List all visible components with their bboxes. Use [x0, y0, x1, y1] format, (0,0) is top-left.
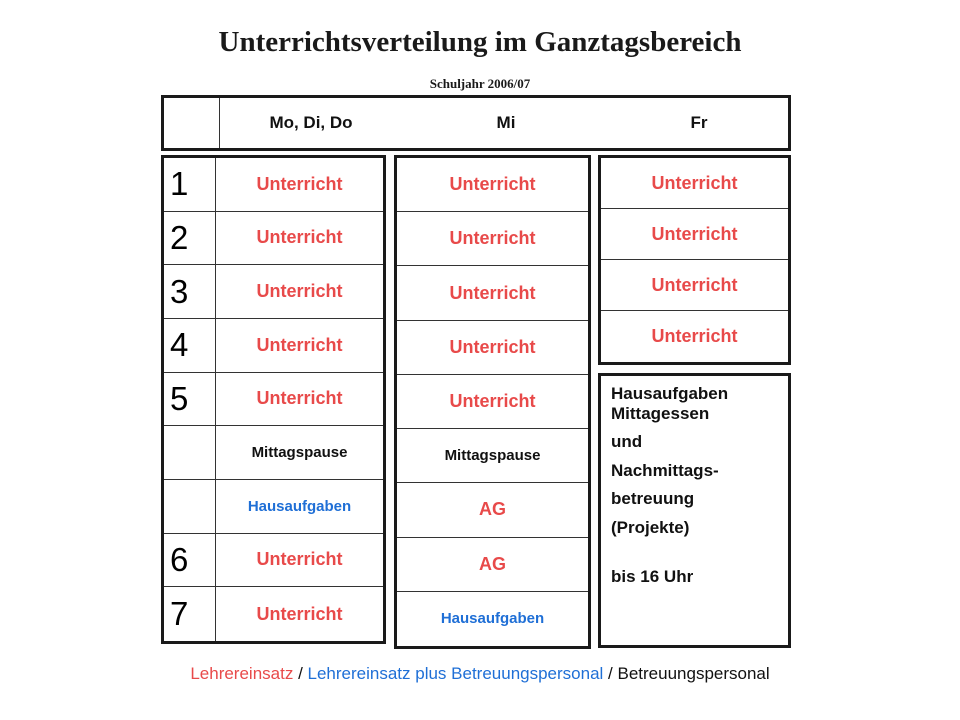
schedule-cell: Unterricht	[256, 334, 343, 355]
schedule-cell: AG	[479, 553, 506, 574]
legend-staff: Betreuungspersonal	[617, 664, 770, 683]
table-row	[164, 480, 383, 534]
schedule-cell: Unterricht	[256, 173, 343, 194]
header-fr: Fr	[690, 113, 708, 132]
table-row	[397, 321, 588, 375]
header-mon-di-do: Mo, Di, Do	[269, 113, 353, 132]
schedule-cell: Unterricht	[651, 274, 738, 295]
table-row	[397, 429, 588, 483]
day-header	[161, 95, 791, 151]
table-row	[164, 534, 383, 588]
fr-note-projekte: (Projekte)	[611, 517, 690, 537]
legend-separator: /	[603, 664, 618, 683]
table-row	[397, 266, 588, 320]
period-number: 5	[164, 373, 216, 426]
schedule-mi	[394, 155, 591, 649]
table-row	[397, 212, 588, 266]
schedule-cell: Mittagspause	[251, 444, 348, 462]
header-blank	[164, 98, 220, 148]
schedule-cell: Mittagspause	[444, 447, 541, 465]
schedule-cell: Unterricht	[449, 390, 536, 411]
table-row	[397, 538, 588, 592]
page-title: Unterrichtsverteilung im Ganztagsbereich	[218, 26, 742, 58]
fr-note-mittagessen: Mittagessen	[611, 403, 710, 423]
period-number: 3	[164, 265, 216, 318]
table-row	[397, 592, 588, 646]
schedule-cell: Unterricht	[449, 282, 536, 303]
fr-note-hausaufgaben: Hausaufgaben	[611, 384, 729, 403]
schedule-cell: Unterricht	[256, 388, 343, 409]
legend-teacher: Lehrereinsatz	[190, 664, 294, 683]
schedule-cell: Unterricht	[256, 281, 343, 302]
period-number: 2	[164, 212, 216, 265]
header-mi: Mi	[496, 113, 516, 132]
table-row	[397, 375, 588, 429]
fr-notes	[601, 376, 788, 587]
legend	[0, 664, 960, 684]
table-row	[164, 319, 383, 373]
school-year: Schuljahr 2006/07	[429, 76, 531, 91]
schedule-cell: Unterricht	[449, 228, 536, 249]
table-row	[164, 158, 383, 212]
table-row	[601, 260, 788, 311]
table-row	[601, 209, 788, 260]
schedule-fr	[598, 155, 791, 365]
period-number	[164, 426, 216, 479]
schedule-cell: Unterricht	[449, 174, 536, 195]
schedule-mon-di-do	[161, 155, 386, 644]
period-number: 6	[164, 534, 216, 587]
period-number	[164, 480, 216, 533]
fr-afternoon-box	[598, 373, 791, 648]
table-row	[164, 212, 383, 266]
legend-mixed: Lehrereinsatz plus Betreuungspersonal	[307, 664, 604, 683]
schedule-cell: AG	[479, 499, 506, 520]
fr-note-nachmittags: Nachmittags-	[611, 460, 719, 480]
period-number: 1	[164, 158, 216, 211]
fr-note-betreuung: betreuung	[611, 489, 695, 509]
fr-note-und: und	[611, 432, 643, 452]
table-row	[164, 426, 383, 480]
fr-note-bis-16-uhr: bis 16 Uhr	[611, 567, 694, 587]
table-row	[397, 158, 588, 212]
period-number: 4	[164, 319, 216, 372]
table-row	[601, 158, 788, 209]
period-number: 7	[164, 587, 216, 641]
table-row	[397, 483, 588, 537]
schedule-cell: Hausaufgaben	[247, 497, 352, 515]
table-row	[164, 587, 383, 641]
schedule-cell: Unterricht	[256, 603, 343, 624]
schedule-cell: Unterricht	[651, 326, 738, 346]
legend-separator: /	[293, 664, 308, 683]
schedule-cell: Unterricht	[256, 227, 343, 248]
schedule-cell: Unterricht	[651, 172, 738, 193]
schedule-cell: Hausaufgaben	[440, 610, 545, 628]
schedule-cell: Unterricht	[449, 336, 536, 357]
table-row	[164, 373, 383, 427]
table-row	[164, 265, 383, 319]
schedule-cell: Unterricht	[651, 223, 738, 244]
schedule-cell: Unterricht	[256, 549, 343, 570]
table-row	[601, 311, 788, 362]
